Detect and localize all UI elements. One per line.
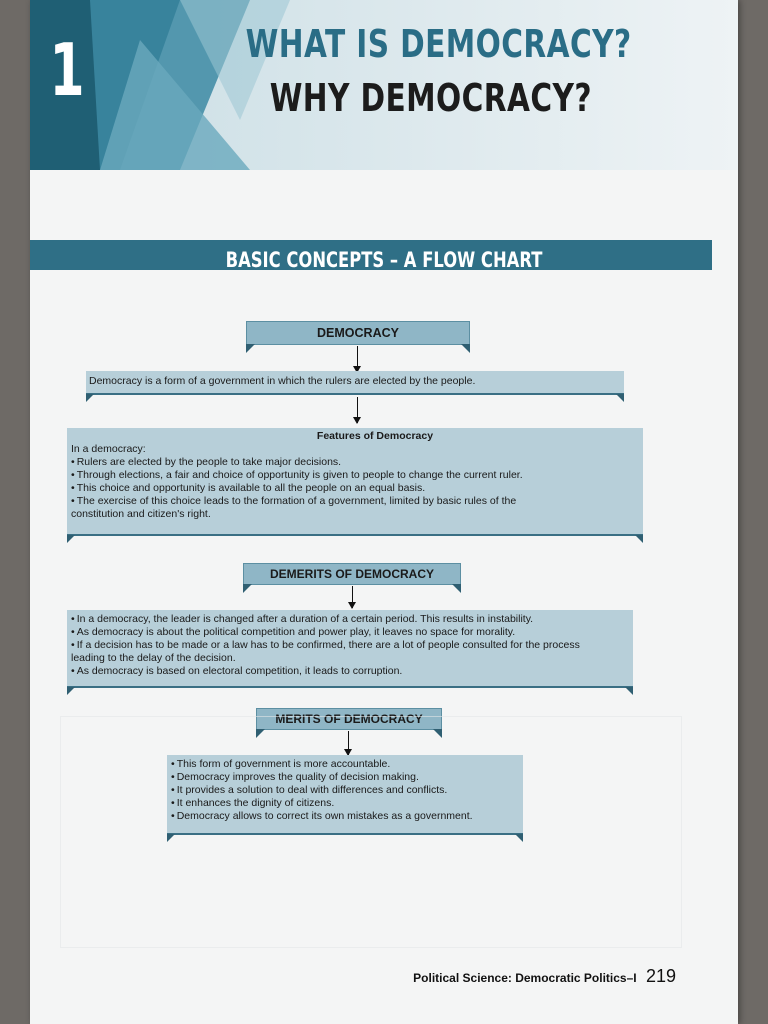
page-footer: [413, 966, 676, 987]
list-item: • Through elections, a fair and choice of opportunity is given to people to change the current ruler.: [71, 469, 639, 482]
book-page: [30, 0, 738, 1024]
features-box: [67, 428, 643, 536]
list-item: • If a decision has to be made or a law has to be confirmed, there are a lot of people consulted for the process leading to the delay of the decision.: [71, 639, 629, 665]
show-through-panel: [60, 716, 682, 948]
list-item: • It enhances the dignity of citizens.: [171, 797, 519, 810]
page-number: 219: [645, 966, 676, 986]
demerits-box: [67, 610, 633, 688]
list-item: • Democracy allows to correct its own mistakes as a government.: [171, 810, 519, 823]
arrow-down-icon: [357, 397, 358, 423]
list-item: • As democracy is about the political competition and power play, it leaves no space for morality.: [71, 626, 629, 639]
chapter-title-line-2: WHY DEMOCRACY?: [269, 76, 592, 120]
demerits-label: DEMERITS OF DEMOCRACY: [269, 567, 434, 581]
book-title: Political Science: Democratic Politics–I: [413, 971, 637, 985]
features-list: [71, 456, 639, 521]
definition-box: [86, 371, 624, 395]
demerits-list: [71, 613, 629, 678]
arrow-down-icon: [357, 346, 358, 372]
list-item: • As democracy is based on electoral competition, it leads to corruption.: [71, 665, 629, 678]
list-item: • This form of government is more accountable.: [171, 758, 519, 771]
list-item: • It provides a solution to deal with differences and conflicts.: [171, 784, 519, 797]
chapter-number: 1: [49, 28, 85, 112]
list-item: • This choice and opportunity is available to all the people on an equal basis.: [71, 482, 639, 495]
chapter-header: [30, 0, 738, 170]
list-item: • Rulers are elected by the people to take major decisions.: [71, 456, 639, 469]
list-item: • Democracy improves the quality of decision making.: [171, 771, 519, 784]
demerits-banner: [243, 563, 461, 585]
list-item: • The exercise of this choice leads to the formation of a government, limited by basic rules of the constitution and citizen's right.: [71, 495, 639, 521]
democracy-label: DEMOCRACY: [317, 326, 399, 340]
democracy-banner: [246, 321, 470, 345]
definition-text: Democracy is a form of a government in which the rulers are elected by the people.: [89, 375, 476, 387]
features-heading: Features of Democracy: [316, 430, 434, 442]
merits-label: MERITS OF DEMOCRACY: [275, 712, 423, 726]
arrow-down-icon: [352, 586, 353, 608]
chapter-title-line-1: WHAT IS DEMOCRACY?: [245, 22, 632, 66]
features-intro: In a democracy:: [71, 443, 146, 455]
section-heading: BASIC CONCEPTS – A FLOW CHART: [225, 248, 543, 272]
list-item: • In a democracy, the leader is changed after a duration of a certain period. This results in instability.: [71, 613, 629, 626]
